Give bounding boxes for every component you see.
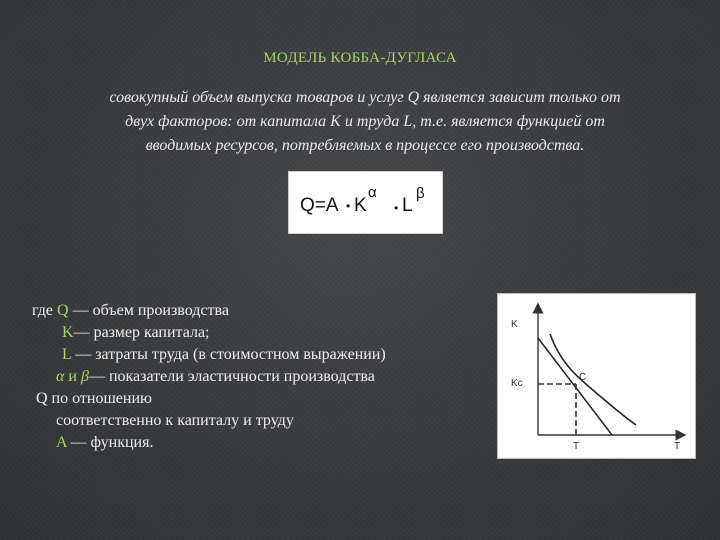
slide-title: МОДЕЛЬ КОББА-ДУГЛАСА	[263, 50, 457, 66]
legend-text-a: — функция.	[66, 434, 154, 451]
symbol-beta: β	[80, 368, 89, 385]
legend-text-q-relation: Q по отношению	[36, 390, 152, 407]
symbol-k: K	[62, 324, 74, 341]
symbol-alpha: α	[56, 368, 65, 385]
intro-line: двух факторов: от капитала K и труда L, т.е. является функцией от	[125, 113, 605, 130]
symbol-q: Q	[57, 302, 69, 319]
formula-exp-alpha: α	[368, 184, 377, 201]
point-c-label: C	[579, 372, 587, 383]
legend-line-a	[32, 432, 487, 454]
legend-text-l: — затраты труда (в стоимостном выражении)	[71, 346, 386, 363]
legend-text-elasticity: — показатели эластичности производства	[88, 368, 375, 385]
symbol-l: L	[62, 346, 72, 363]
legend-line-alpha-beta	[32, 366, 487, 388]
intro-line: совокупный объем выпуска товаров и услуг Q является зависит только от	[109, 89, 621, 106]
legend-text-q: — объем производства	[68, 302, 229, 319]
legend-text	[32, 300, 487, 454]
formula-exp-beta: β	[416, 185, 425, 202]
x-axis-label: T	[674, 441, 681, 452]
y-axis-label: K	[511, 319, 518, 330]
graph-svg	[498, 294, 697, 460]
kc-label: Kc	[511, 378, 523, 389]
formula-base-l: L	[402, 195, 413, 216]
legend-text-respectively: соответственно к капиталу и труду	[56, 412, 294, 429]
legend-prefix: где	[32, 302, 58, 319]
intro-line: вводимых ресурсов, потребляемых в процессе его производства.	[145, 137, 585, 154]
legend-line-k	[32, 322, 487, 344]
t-point-label: T	[573, 441, 580, 452]
intro-text	[60, 86, 670, 158]
legend-and: и	[64, 368, 81, 385]
formula-lhs: Q=A	[300, 195, 339, 216]
isoquant-graph	[497, 293, 696, 459]
budget-line	[538, 338, 612, 435]
legend-text-k: — размер капитала;	[73, 324, 210, 341]
formula-image	[288, 171, 443, 234]
legend-line-q-relation	[32, 388, 487, 410]
formula-base-k: K	[354, 195, 367, 216]
formula-dot: •	[346, 199, 351, 213]
formula-dot: •	[394, 201, 399, 215]
legend-line-q	[32, 300, 487, 322]
symbol-a: A	[56, 434, 67, 451]
legend-line-respectively	[32, 410, 487, 432]
isoquant-curve	[550, 334, 636, 425]
legend-line-l	[32, 344, 487, 366]
formula-svg	[289, 172, 444, 235]
